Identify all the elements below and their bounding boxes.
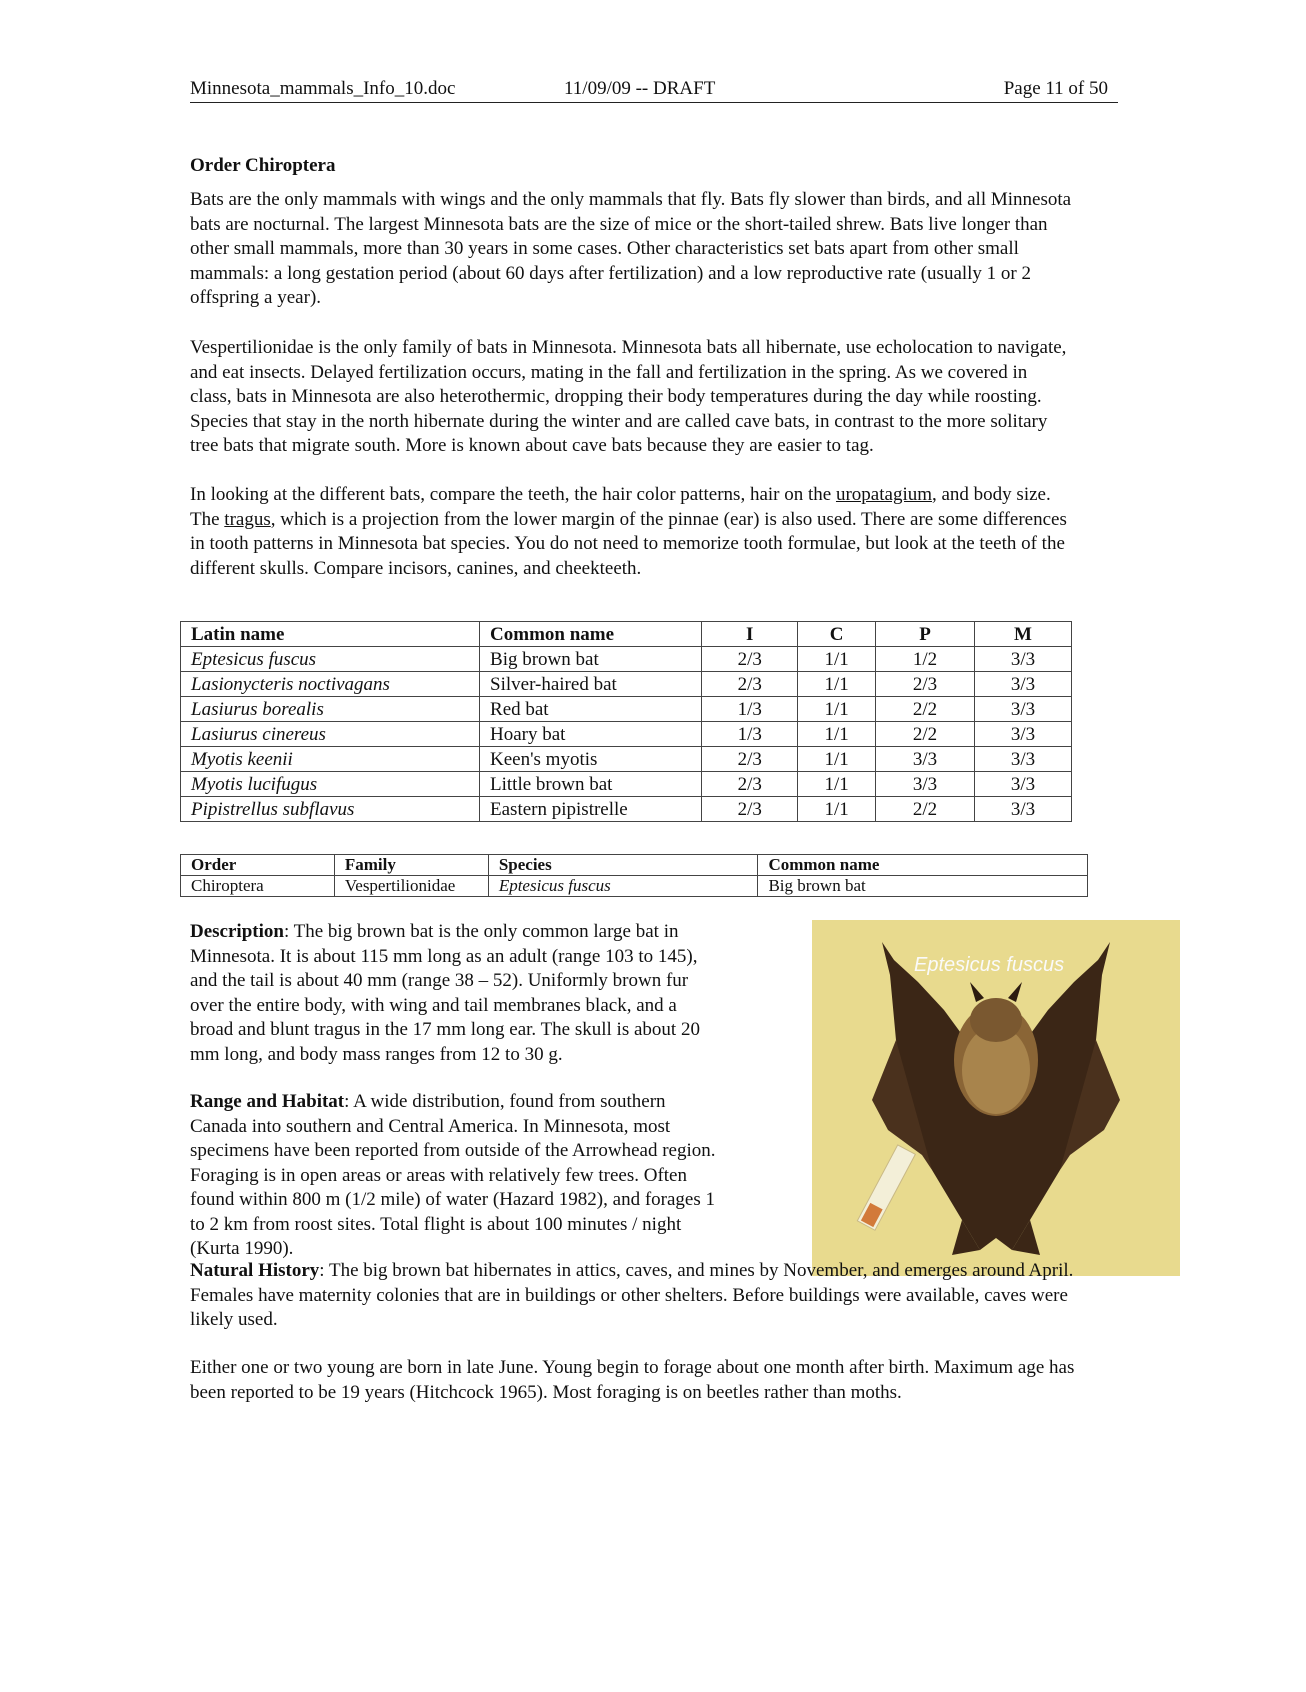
common-name-cell: Hoary bat: [480, 722, 702, 747]
header-date: 11/09/09 -- DRAFT: [564, 78, 716, 99]
column-header: Order: [181, 855, 335, 876]
latin-name-cell: Myotis lucifugus: [181, 772, 480, 797]
table-row: [181, 747, 1072, 772]
table-row: [181, 797, 1072, 822]
intro-line: offspring a year).: [190, 287, 322, 308]
column-header: C: [798, 622, 876, 647]
table-cell: Big brown bat: [758, 876, 1088, 897]
tooth-count-cell: 2/2: [876, 797, 975, 822]
table-row: [181, 876, 1088, 897]
table-header-row: [181, 855, 1088, 876]
description-line: mm long, and body mass ranges from 12 to 30 g.: [190, 1043, 563, 1065]
column-header: Common name: [480, 622, 702, 647]
compare-line: in tooth patterns in Minnesota bat species. You do not need to memorize tooth formulae, but look at the teeth of the: [190, 533, 1065, 554]
tooth-count-cell: 3/3: [975, 697, 1072, 722]
tooth-count-cell: 3/3: [975, 747, 1072, 772]
tragus-link[interactable]: tragus: [224, 508, 271, 530]
compare-line: [190, 483, 1200, 508]
tooth-count-cell: 2/3: [702, 797, 798, 822]
tooth-count-cell: 3/3: [975, 647, 1072, 672]
table-cell: Vespertilionidae: [334, 876, 488, 897]
tooth-count-cell: 2/3: [702, 747, 798, 772]
common-name-cell: Silver-haired bat: [480, 672, 702, 697]
family-line: tree bats that migrate south. More is known about cave bats because they are easier to tag.: [190, 435, 874, 456]
family-line: Vespertilionidae is the only family of bats in Minnesota. Minnesota bats all hibernate, use echolocation to navigate,: [190, 337, 1067, 358]
tooth-count-cell: 1/2: [876, 647, 975, 672]
table-cell: Eptesicus fuscus: [488, 876, 758, 897]
header-page-number: Page 11 of 50: [1003, 78, 1108, 99]
range-line: specimens have been reported from outside of the Arrowhead region.: [190, 1140, 716, 1161]
column-header: Latin name: [181, 622, 480, 647]
bat-specimen-photo: [812, 920, 1180, 1276]
compare-text: , which is a projection from the lower margin of the pinnae (ear) is also used. There are some differences: [270, 508, 1067, 530]
latin-name-cell: Lasionycteris noctivagans: [181, 672, 480, 697]
young-line: been reported to be 19 years (Hitchcock 1965). Most foraging is on beetles rather than moths.: [190, 1381, 902, 1403]
tooth-count-cell: 3/3: [876, 772, 975, 797]
tooth-count-cell: 2/2: [876, 722, 975, 747]
uropatagium-link[interactable]: uropatagium: [835, 484, 932, 505]
tooth-count-cell: 2/2: [876, 697, 975, 722]
description-text: : The big brown bat is the only common large bat in: [283, 921, 679, 942]
tooth-count-cell: 3/3: [975, 772, 1072, 797]
tooth-count-cell: 1/1: [798, 647, 876, 672]
tooth-count-cell: 1/1: [798, 747, 876, 772]
range-paragraph: [190, 1090, 790, 1262]
tooth-count-cell: 1/1: [798, 722, 876, 747]
range-line: Foraging is in open areas or areas with relatively few trees. Often: [190, 1164, 687, 1186]
range-line: found within 800 m (1/2 mile) of water (Hazard 1982), and forages 1: [190, 1189, 715, 1210]
tooth-count-cell: 1/1: [798, 772, 876, 797]
tooth-count-cell: 3/3: [876, 747, 975, 772]
page-header: [190, 76, 1118, 103]
tooth-count-cell: 3/3: [975, 797, 1072, 822]
young-line: Either one or two young are born in late June. Young begin to forage about one month after birth. Maximum age has: [190, 1357, 1075, 1378]
latin-name-cell: Lasiurus borealis: [181, 697, 480, 722]
family-paragraph: [190, 336, 1200, 459]
column-header: I: [702, 622, 798, 647]
compare-text: , and body size.: [932, 484, 1051, 505]
description-line: broad and blunt tragus in the 17 mm long ear. The skull is about 20: [190, 1019, 700, 1040]
compare-text: In looking at the different bats, compare the teeth, the hair color patterns, hair on the: [190, 484, 836, 505]
common-name-cell: Little brown bat: [480, 772, 702, 797]
common-name-cell: Eastern pipistrelle: [480, 797, 702, 822]
compare-paragraph: [190, 483, 1200, 581]
tooth-formula-table: [180, 621, 1072, 822]
header-filename: Minnesota_mammals_Info_10.doc: [190, 78, 456, 99]
latin-name-cell: Myotis keenii: [181, 747, 480, 772]
tooth-count-cell: 2/3: [702, 672, 798, 697]
family-line: class, bats in Minnesota are also heterothermic, dropping their body temperatures during the day while roosting.: [190, 386, 1042, 407]
tooth-count-cell: 2/3: [702, 772, 798, 797]
description-paragraph: [190, 920, 790, 1067]
natural-history-line: [190, 1259, 1200, 1284]
range-line: [190, 1090, 790, 1115]
tooth-count-cell: 1/3: [702, 697, 798, 722]
compare-line: [190, 508, 1200, 533]
description-line: [190, 920, 790, 945]
table-row: [181, 647, 1072, 672]
section-title: Order Chiroptera: [190, 155, 336, 176]
common-name-cell: Big brown bat: [480, 647, 702, 672]
table-row: [181, 697, 1072, 722]
species-classification-table: [180, 854, 1088, 897]
tooth-count-cell: 2/3: [876, 672, 975, 697]
intro-line: mammals: a long gestation period (about 60 days after fertilization) and a low reproductive rate (usually 1 or 2: [190, 262, 1032, 284]
natural-history-line: Females have maternity colonies that are in buildings or other shelters. Before buildings were available, caves were: [190, 1284, 1068, 1306]
column-header: P: [876, 622, 975, 647]
description-line: and the tail is about 40 mm (range 38 – 52). Uniformly brown fur: [190, 970, 689, 991]
range-heading: Range and Habitat: [190, 1091, 345, 1112]
latin-name-cell: Pipistrellus subflavus: [181, 797, 480, 822]
intro-paragraph: [190, 188, 1200, 311]
column-header: M: [975, 622, 1072, 647]
photo-label: Eptesicus fuscus: [914, 954, 1065, 976]
tooth-count-cell: 2/3: [702, 647, 798, 672]
common-name-cell: Keen's myotis: [480, 747, 702, 772]
latin-name-cell: Lasiurus cinereus: [181, 722, 480, 747]
tooth-count-cell: 3/3: [975, 722, 1072, 747]
column-header: Common name: [758, 855, 1088, 876]
tooth-count-cell: 1/1: [798, 697, 876, 722]
natural-history-text: : The big brown bat hibernates in attics, caves, and mines by November, and emerges around April.: [319, 1260, 1074, 1281]
table-row: [181, 772, 1072, 797]
intro-line: bats are nocturnal. The largest Minnesota bats are the size of mice or the short-tailed shrew. Bats live longer than: [190, 213, 1048, 235]
natural-history-line: likely used.: [190, 1309, 278, 1330]
tooth-count-cell: 1/3: [702, 722, 798, 747]
description-line: Minnesota. It is about 115 mm long as an adult (range 103 to 145),: [190, 945, 698, 967]
natural-history-paragraph: [190, 1259, 1200, 1333]
column-header: Family: [334, 855, 488, 876]
family-line: Species that stay in the north hibernate during the winter and are called cave bats, in contrast to the more solitary: [190, 410, 1048, 432]
description-heading: Description: [190, 921, 284, 942]
range-line: Canada into southern and Central America. In Minnesota, most: [190, 1115, 671, 1137]
compare-text: The: [190, 508, 225, 530]
family-line: and eat insects. Delayed fertilization occurs, mating in the fall and fertilization in the spring. As we covered in: [190, 361, 1028, 383]
intro-line: other small mammals, more than 30 years in some cases. Other characteristics set bats apart from other small: [190, 238, 1019, 259]
table-cell: Chiroptera: [181, 876, 335, 897]
column-header: Species: [488, 855, 758, 876]
intro-line: Bats are the only mammals with wings and the only mammals that fly. Bats fly slower than birds, and all Minnesota: [190, 189, 1072, 210]
latin-name-cell: Eptesicus fuscus: [181, 647, 480, 672]
range-line: to 2 km from roost sites. Total flight is about 100 minutes / night: [190, 1213, 682, 1235]
compare-line: different skulls. Compare incisors, canines, and cheekteeth.: [190, 557, 642, 579]
description-line: over the entire body, with wing and tail membranes black, and a: [190, 994, 677, 1016]
range-text: : A wide distribution, found from southern: [344, 1091, 666, 1112]
tooth-count-cell: 1/1: [798, 672, 876, 697]
tooth-count-cell: 3/3: [975, 672, 1072, 697]
common-name-cell: Red bat: [480, 697, 702, 722]
young-paragraph: [190, 1356, 1200, 1405]
table-row: [181, 672, 1072, 697]
natural-history-heading: Natural History: [190, 1260, 320, 1281]
range-line: (Kurta 1990).: [190, 1238, 294, 1259]
table-header-row: [181, 622, 1072, 647]
table-row: [181, 722, 1072, 747]
tooth-count-cell: 1/1: [798, 797, 876, 822]
